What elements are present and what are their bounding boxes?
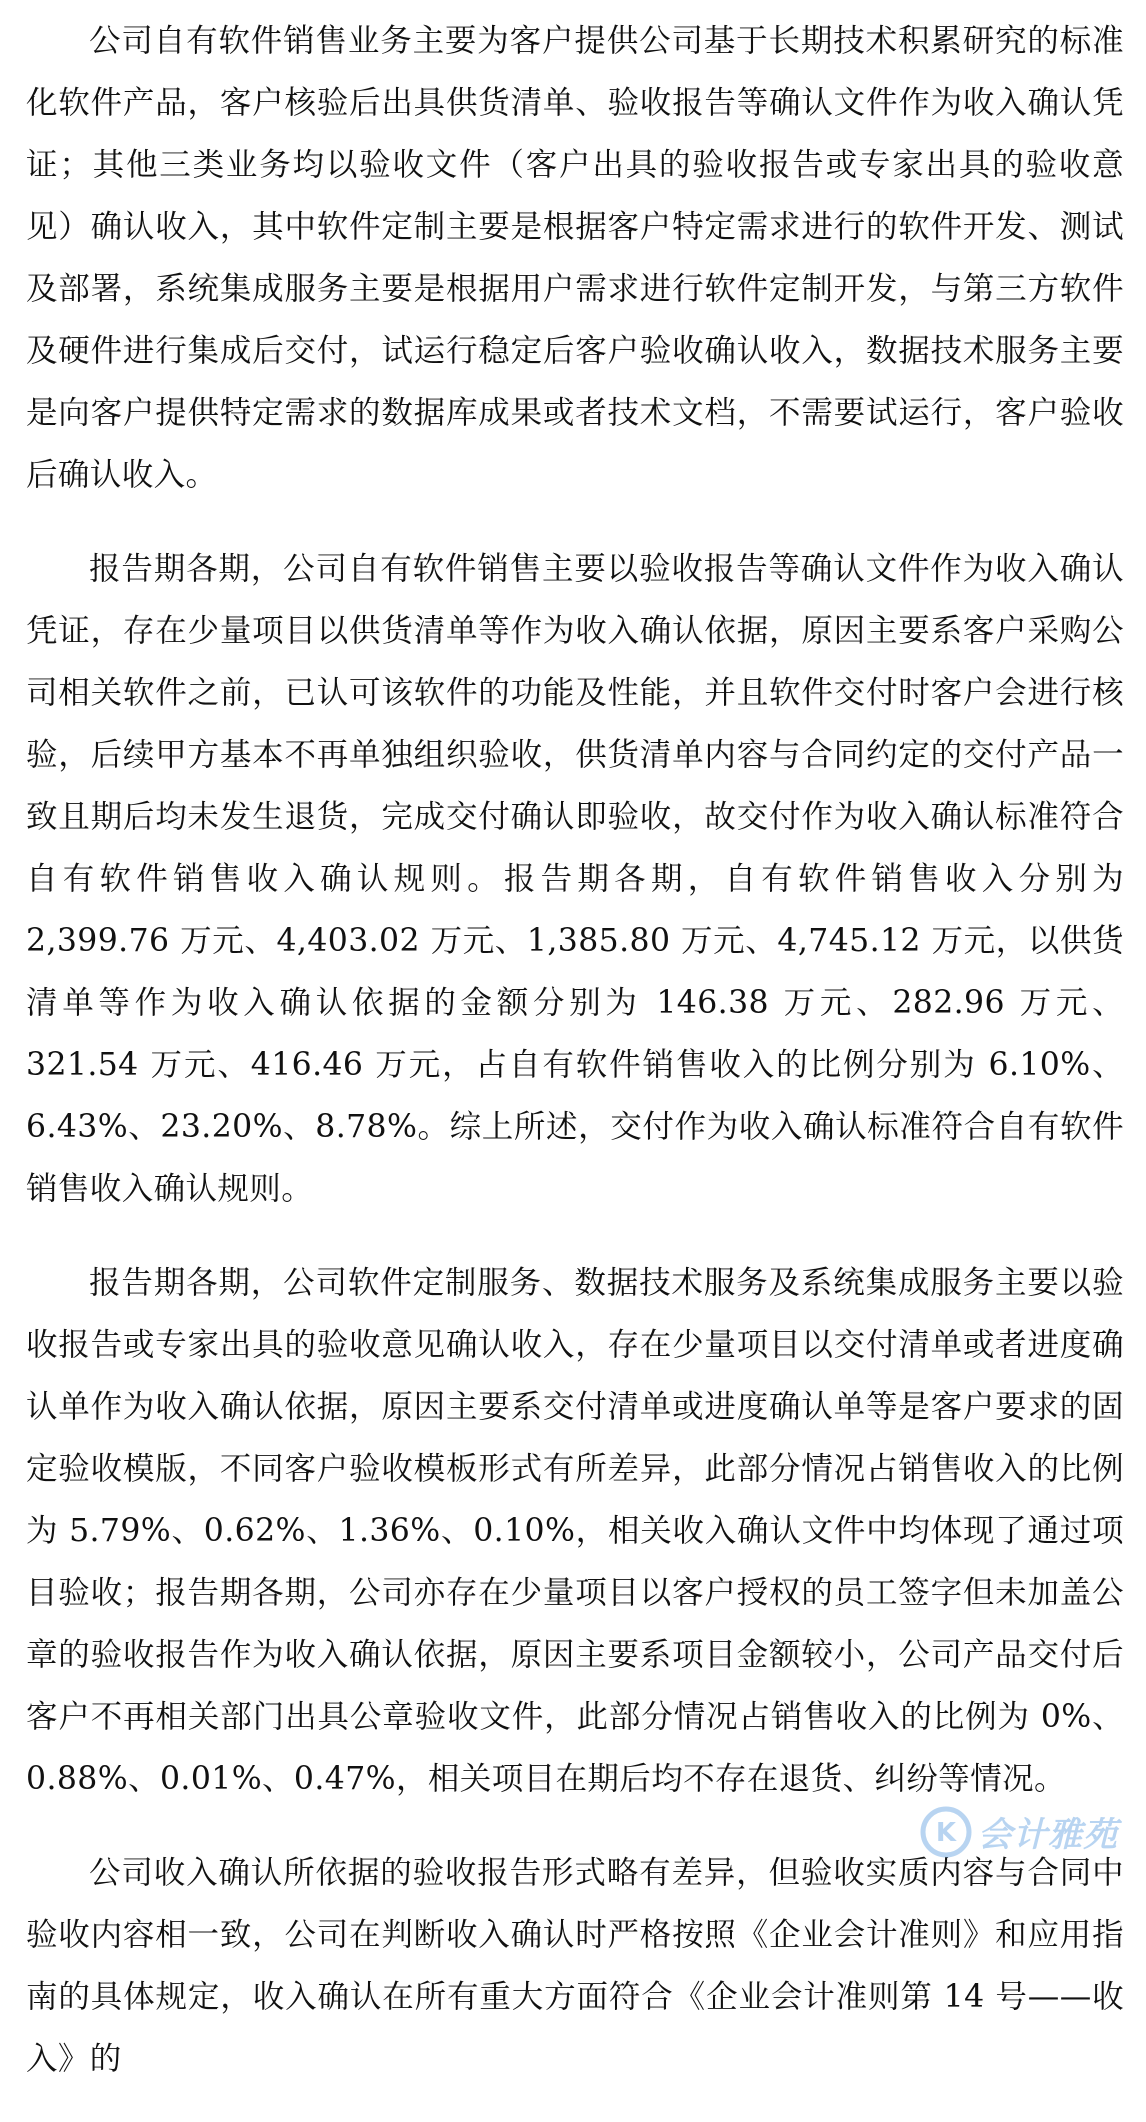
watermark-text: 会计雅苑 [978, 1815, 1118, 1855]
paragraph-software-sales: 报告期各期，公司自有软件销售主要以验收报告等确认文件作为收入确认凭证，存在少量项目以供货清单等作为收入确认依据，原因主要系客户采购公司相关软件之前，已认可该软件的功能及性能，并且软件交付时客户会进行核验，后续甲方基本不再单独组织验收，供货清单内容与合同约定的交付产品一致且期后均未发生退货，完成交付确认即验收，故交付作为收入确认标准符合自有软件销售收入确认规则。报告期各期，自有软件销售收入分别为 2,399.76 万元、4,403.02 万元、1,385.80 万元、4,745.12 万元，以供货清单等作为收入确认依据的金额分别为 146.38 万元、282.96 万元、321.54 万元、416.46 万元，占自有软件销售收入的比例分别为 6.10%、6.43%、23.20%、8.78%。综上所述，交付作为收入确认标准符合自有软件销售收入确认规则。 [26, 551, 1124, 1207]
paragraph-revenue-types: 公司自有软件销售业务主要为客户提供公司基于长期技术积累研究的标准化软件产品，客户核验后出具供货清单、验收报告等确认文件作为收入确认凭证；其他三类业务均以验收文件（客户出具的验收报告或专家出具的验收意见）确认收入，其中软件定制主要是根据客户特定需求进行的软件开发、测试及部署，系统集成服务主要是根据用户需求进行软件定制开发，与第三方软件及硬件进行集成后交付，试运行稳定后客户验收确认收入，数据技术服务主要是向客户提供特定需求的数据库成果或者技术文档，不需要试运行，客户验收后确认收入。 [26, 23, 1124, 493]
paragraph-custom-services: 报告期各期，公司软件定制服务、数据技术服务及系统集成服务主要以验收报告或专家出具的验收意见确认收入，存在少量项目以交付清单或者进度确认单作为收入确认依据，原因主要系交付清单或进度确认单等是客户要求的固定验收模版，不同客户验收模板形式有所差异，此部分情况占销售收入的比例为 5.79%、0.62%、1.36%、0.10%，相关收入确认文件中均体现了通过项目验收；报告期各期，公司亦存在少量项目以客户授权的员工签字但未加盖公章的验收报告作为收入确认依据，原因主要系项目金额较小，公司产品交付后客户不再相关部门出具公章验收文件，此部分情况占销售收入的比例为 0%、0.88%、0.01%、0.47%，相关项目在期后均不存在退货、纠纷等情况。 [26, 1265, 1124, 1797]
svg-text:K: K [935, 1817, 957, 1848]
paragraph-acceptance-reports: 公司收入确认所依据的验收报告形式略有差异，但验收实质内容与合同中验收内容相一致，公司在判断收入确认时严格按照《企业会计准则》和应用指南的具体规定，收入确认在所有重大方面符合《企业会计准则第 14 号——收入》的 [26, 1855, 1124, 2077]
document-body [26, 10, 1124, 2122]
